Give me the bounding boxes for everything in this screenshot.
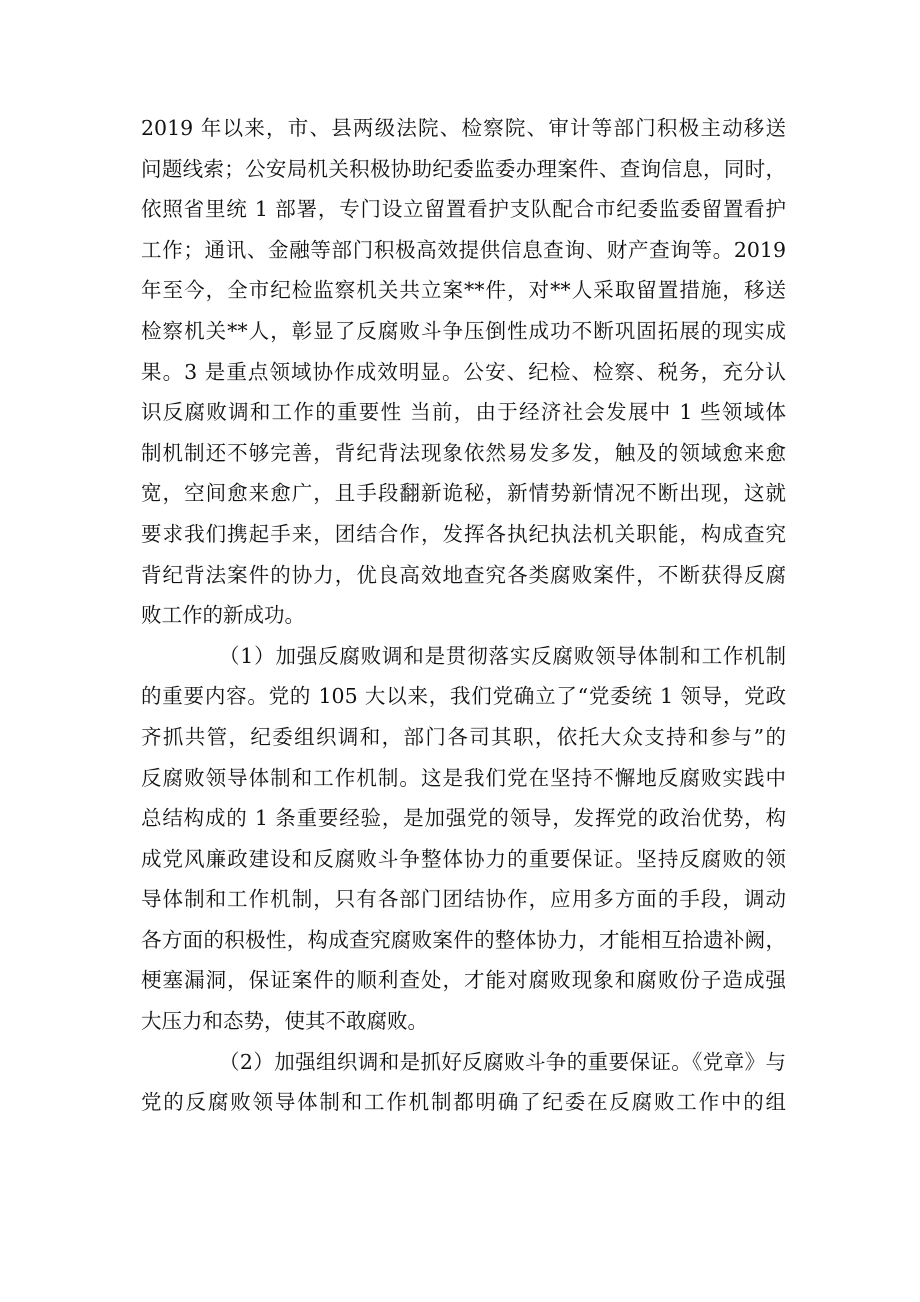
text-line: （2）加强组织调和是抓好反腐败斗争的重要保证。《党章》与: [219, 1049, 786, 1074]
text-line: 2019 年以来，市、县两级法院、检察院、审计等部门积极主动移送: [141, 116, 786, 140]
document-body: [141, 108, 786, 1123]
text-line: （1）加强反腐败调和是贯彻落实反腐败领导体制和工作机制: [219, 643, 786, 668]
text-line: 反腐败领导体制和工作机制。这是我们党在坚持不懈地反腐败实践中: [141, 765, 786, 790]
text-line: 果。3 是重点领域协作成效明显。公安、纪检、检察、税务，充分认: [141, 359, 786, 384]
text-line: 要求我们携起手来，团结合作，发挥各执纪执法机关职能，构成查究: [141, 521, 786, 546]
text-line: 导体制和工作机制，只有各部门团结协作，应用多方面的手段，调动: [141, 887, 786, 912]
text-line: 年至今，全市纪检监察机关共立案**件，对**人采取留置措施，移送: [141, 278, 786, 303]
text-line: 成党风廉政建设和反腐败斗争整体协力的重要保证。坚持反腐败的领: [141, 846, 786, 871]
text-line: 检察机关**人，彰显了反腐败斗争压倒性成功不断巩固拓展的现实成: [141, 318, 786, 343]
text-line: 齐抓共管，纪委组织调和，部门各司其职，依托大众支持和参与”的: [141, 724, 786, 749]
text-line: 依照省里统 1 部署，专门设立留置看护支队配合市纪委监委留置看护: [141, 197, 786, 222]
text-line: 识反腐败调和工作的重要性 当前，由于经济社会发展中 1 些领域体: [141, 400, 786, 425]
text-line: 梗塞漏洞，保证案件的顺利查处，才能对腐败现象和腐败份子造成强: [141, 968, 786, 993]
text-line: 背纪背法案件的协力，优良高效地查究各类腐败案件，不断获得反腐: [141, 562, 786, 587]
text-line: 大压力和态势，使其不敢腐败。: [141, 1009, 428, 1034]
text-line: 党的反腐败领导体制和工作机制都明确了纪委在反腐败工作中的组: [141, 1090, 786, 1115]
text-line: 总结构成的 1 条重要经验，是加强党的领导，发挥党的政治优势，构: [141, 806, 786, 831]
text-line: 制机制还不够完善，背纪背法现象依然易发多发，触及的领域愈来愈: [141, 440, 786, 465]
text-line: 宽，空间愈来愈广，且手段翻新诡秘，新情势新情况不断出现，这就: [141, 481, 786, 506]
text-line: 败工作的新成功。: [141, 603, 305, 628]
text-line: 的重要内容。党的 105 大以来，我们党确立了“党委统 1 领导，党政: [141, 684, 786, 709]
text-line: 问题线索；公安局机关积极协助纪委监委办理案件、查询信息，同时，: [141, 156, 786, 181]
text-line: 各方面的积极性，构成查究腐败案件的整体协力，才能相互拾遗补阙，: [141, 927, 786, 952]
text-line: 工作；通讯、金融等部门积极高效提供信息查询、财产查询等。2019: [141, 237, 786, 262]
